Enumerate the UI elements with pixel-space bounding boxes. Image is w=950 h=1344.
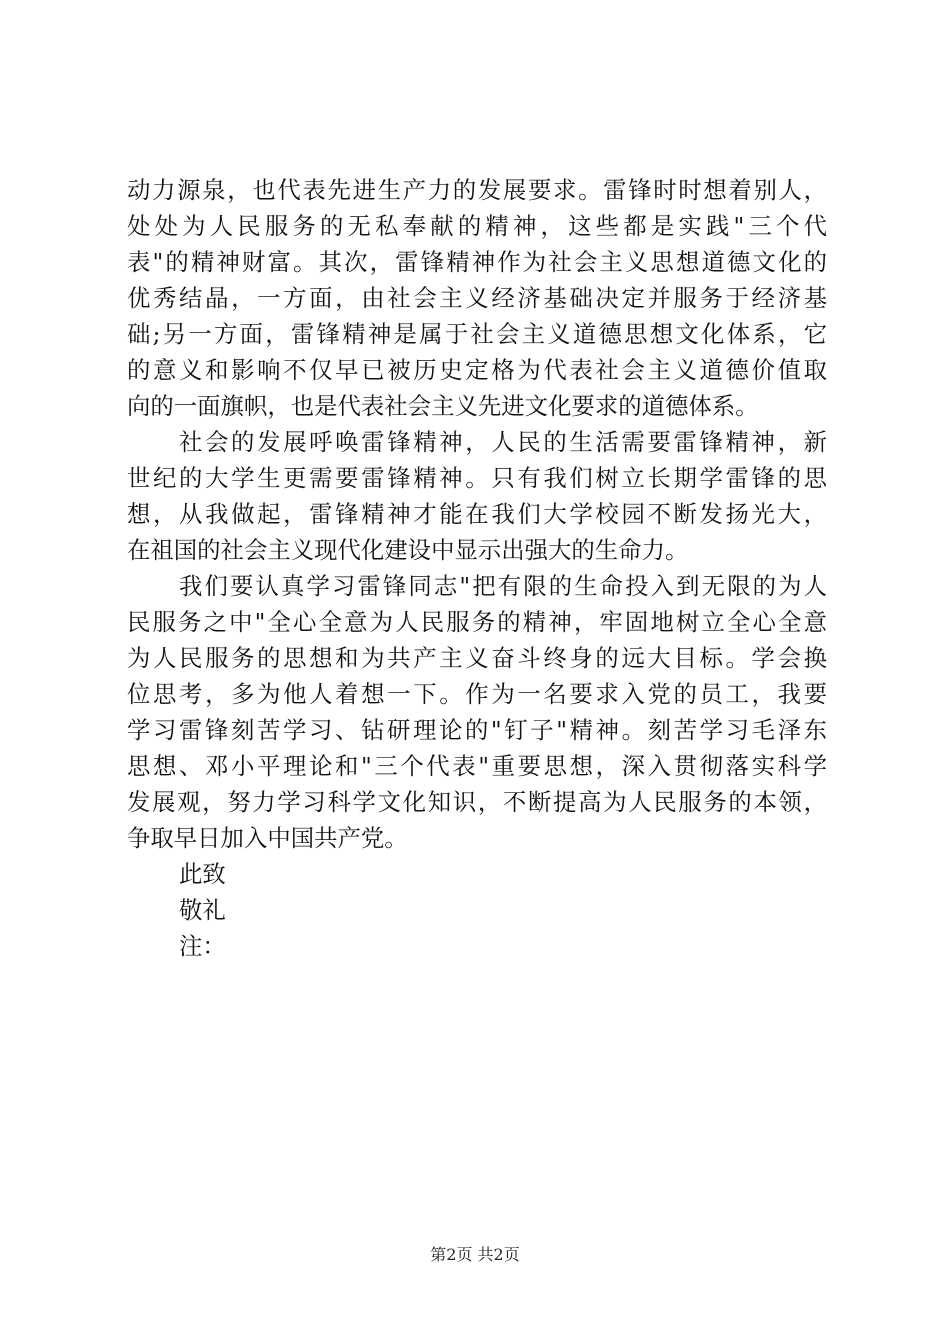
text-line: 民服务之中"全心全意为人民服务的精神，牢固地树立全心全意 — [127, 608, 827, 636]
paragraph-first-line: 社会的发展呼唤雷锋精神，人民的生活需要雷锋精神，新 — [179, 428, 827, 456]
text-line: 向的一面旗帜，也是代表社会主义先进文化要求的道德体系。 — [127, 392, 759, 420]
text-line: 动力源泉，也代表先进生产力的发展要求。雷锋时时想着别人， — [127, 176, 827, 204]
text-line: 处处为人民服务的无私奉献的精神，这些都是实践"三个代 — [127, 212, 827, 240]
text-line: 表"的精神财富。其次，雷锋精神作为社会主义思想道德文化的 — [127, 248, 827, 276]
text-line: 学习雷锋刻苦学习、钻研理论的"钉子"精神。刻苦学习毛泽东 — [127, 716, 827, 744]
page-number-footer: 第2页 共2页 — [430, 1245, 520, 1264]
closing-salutation: 此致 — [179, 860, 226, 888]
text-line: 想，从我做起，雷锋精神才能在我们大学校园不断发扬光大， — [127, 500, 827, 528]
text-line: 础;另一方面，雷锋精神是属于社会主义道德思想文化体系，它 — [127, 320, 827, 348]
closing-note: 注： — [179, 932, 226, 960]
text-line: 在祖国的社会主义现代化建设中显示出强大的生命力。 — [127, 536, 689, 564]
text-line: 的意义和影响不仅早已被历史定格为代表社会主义道德价值取 — [127, 356, 827, 384]
text-line: 为人民服务的思想和为共产主义奋斗终身的远大目标。学会换 — [127, 644, 827, 672]
closing-regards: 敬礼 — [179, 896, 226, 924]
text-line: 优秀结晶，一方面，由社会主义经济基础决定并服务于经济基 — [127, 284, 827, 312]
text-line: 思想、邓小平理论和"三个代表"重要思想，深入贯彻落实科学 — [127, 752, 827, 780]
text-line: 争取早日加入中国共产党。 — [127, 824, 408, 852]
text-line: 位思考，多为他人着想一下。作为一名要求入党的员工，我要 — [127, 680, 827, 708]
paragraph-first-line: 我们要认真学习雷锋同志"把有限的生命投入到无限的为人 — [179, 572, 827, 600]
letter-body — [127, 172, 827, 964]
text-line: 发展观，努力学习科学文化知识，不断提高为人民服务的本领， — [127, 788, 827, 816]
text-line: 世纪的大学生更需要雷锋精神。只有我们树立长期学雷锋的思 — [127, 464, 827, 492]
